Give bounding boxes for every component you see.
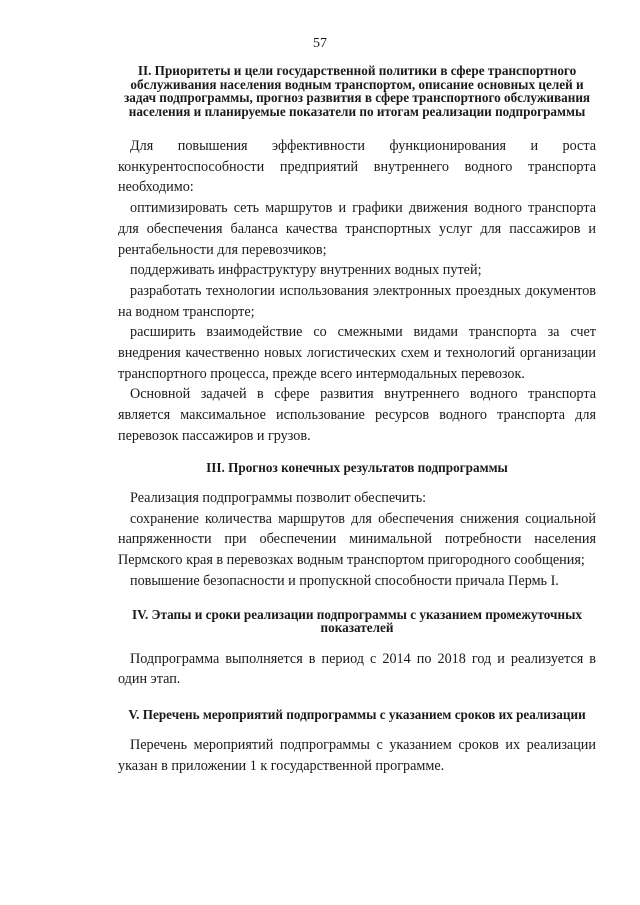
paragraph: Реализация подпрограммы позволит обеспечить:	[130, 490, 427, 507]
paragraph: оптимизировать сеть маршрутов и графики движения водного транспорта для обеспечения баланса качества транспортных услуг для пассажиров и рентабельности для перевозчиков;	[118, 200, 596, 258]
paragraph: Основной задачей в сфере развития внутреннего водного транспорта является максимальное использование ресурсов водного транспорта для перевозок пассажиров и грузов.	[118, 386, 596, 444]
paragraph: Для повышения эффективности функционирования и роста конкурентоспособности предприятий внутреннего водного транспорта необходимо:	[118, 138, 596, 196]
document-body	[118, 60, 596, 777]
paragraph: Перечень мероприятий подпрограммы с указанием сроков их реализации указан в приложении 1 к государственной программе.	[118, 737, 596, 775]
page-number: 57	[313, 36, 327, 51]
paragraph: разработать технологии использования электронных проездных документов на водном транспорте;	[118, 282, 596, 320]
section-4-heading: IV. Этапы и сроки реализации подпрограммы с указанием промежуточных показателей	[132, 606, 582, 636]
paragraph: сохранение количества маршрутов для обеспечения снижения социальной напряженности при обеспечении минимальной потребности населения Пермского края в перевозках водным транспортом пригородного сообщения;	[118, 510, 596, 569]
section-2-heading: II. Приоритеты и цели государственной политики в сфере транспортного обслуживания населения водным транспортом, описание основных целей и задач подпрограммы, прогноз развития в сфере транспортного обслуживания населения и планируемые показатели по итогам реализации подпрограммы	[123, 63, 591, 119]
paragraph: расширить взаимодействие со смежными видами транспорта за счет внедрения качественно новых логистических схем и технологий организации транспортного процесса, прежде всего интермодальных перевозок.	[118, 324, 596, 382]
section-3-heading: III. Прогноз конечных результатов подпрограммы	[206, 459, 508, 475]
section-5-heading: V. Перечень мероприятий подпрограммы с указанием сроков их реализации	[128, 706, 586, 722]
paragraph: поддерживать инфраструктуру внутренних водных путей;	[130, 262, 482, 279]
paragraph: Подпрограмма выполняется в период с 2014 по 2018 год и реализуется в один этап.	[118, 650, 596, 688]
paragraph: повышение безопасности и пропускной способности причала Пермь I.	[130, 572, 559, 589]
